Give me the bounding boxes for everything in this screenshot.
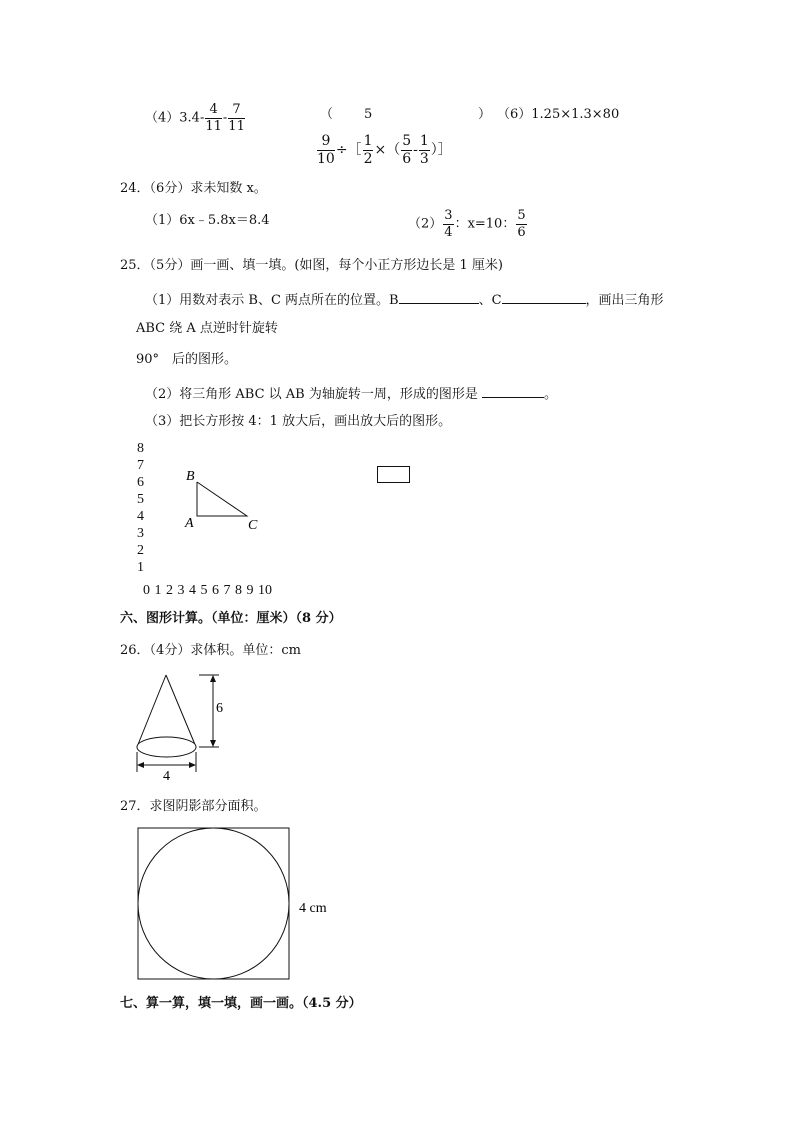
q23-part5-paren-close: ）	[478, 107, 492, 122]
y-tick: 3	[137, 526, 144, 541]
square-circle-figure	[136, 826, 336, 982]
y-tick: 2	[137, 543, 144, 558]
point-c-label: C	[248, 518, 258, 533]
y-tick: 6	[137, 475, 144, 490]
cone-right-side	[166, 675, 196, 747]
cone-height-label: 6	[216, 701, 223, 716]
section-7-title: 七、算一算，填一填，画一画。（4.5 分）	[120, 996, 362, 1011]
q25-part3: （3）把长方形按 4：1 放大后，画出放大后的图形。	[145, 414, 452, 429]
height-arrow-head-top	[210, 675, 216, 682]
diameter-arrow-head-left	[137, 762, 144, 768]
q23-part5-expression	[316, 134, 452, 166]
fraction-7-11: $\frac{7}{11}$	[228, 102, 245, 134]
q23-part5-paren-open: （	[320, 107, 334, 122]
q25-p2-text: （2）将三角形 ABC 以 AB 为轴旋转一周，形成的图形是	[145, 387, 478, 402]
point-b-label: B	[186, 469, 195, 484]
outer-square	[138, 828, 289, 979]
y-tick: 1	[137, 560, 144, 575]
grid-x-axis-ticks: 0 1 2 3 4 5 6 7 8 9 10	[143, 583, 272, 598]
section-6-title: 六、图形计算。（单位：厘米）（8 分）	[120, 611, 342, 626]
q23-part4	[145, 103, 246, 133]
fraction-3-4: $\frac{3}{4}$	[444, 208, 453, 240]
y-tick: 5	[137, 492, 144, 507]
q26-title: 26．（4分）求体积。单位：cm	[120, 643, 301, 658]
side-length-label: 4 cm	[299, 901, 327, 916]
triangle-abc	[197, 482, 247, 516]
close-bracket: ）］	[430, 142, 452, 159]
answer-blank-c[interactable]	[502, 291, 586, 304]
fraction-4-11: $\frac{4}{11}$	[205, 102, 222, 134]
q25-part1-line1	[145, 291, 664, 307]
q25-p2-end: 。	[544, 387, 558, 402]
cone-figure	[125, 668, 240, 783]
fraction-9-10: $\frac{9}{10}$	[317, 133, 335, 167]
q23-part6: （6）1.25×1.3×80	[497, 107, 620, 122]
q24-p2-label: （2）	[408, 216, 443, 232]
q24-part1: （1）6x﹣5.8x＝8.4	[145, 213, 270, 228]
times-paren: ×（	[374, 142, 401, 159]
cone-base	[137, 737, 196, 757]
y-tick: 4	[137, 509, 144, 524]
minus-sign: -	[413, 142, 418, 159]
q24-title: 24．（6分）求未知数 x。	[120, 181, 267, 196]
y-tick: 8	[137, 441, 144, 456]
q24-p2-mid: ：x=10：	[454, 216, 516, 232]
fraction-5-6: $\frac{5}{6}$	[402, 133, 412, 167]
minus-sign: -	[222, 110, 228, 126]
diameter-arrow-head-right	[189, 762, 196, 768]
small-rectangle	[377, 466, 410, 483]
answer-blank-solid[interactable]	[482, 385, 544, 398]
q25-part2	[145, 385, 557, 401]
q25-p1-text-b: 、C	[478, 293, 502, 308]
fraction-5-6: $\frac{5}{6}$	[517, 208, 526, 240]
triangle-abc-figure	[180, 465, 260, 535]
q25-p1-text-c: ，画出三角形	[585, 293, 664, 308]
q23-p4-label: （4）3.4-	[145, 110, 205, 126]
q23-part5-number: 5	[364, 107, 373, 122]
cone-diameter-label: 4	[163, 769, 170, 783]
q25-title: 25．（5分）画一画、填一填。(如图，每个小正方形边长是 1 厘米)	[120, 258, 503, 273]
height-arrow-head-bottom	[210, 740, 216, 747]
q25-p1-text-a: （1）用数对表示 B、C 两点所在的位置。B	[145, 293, 399, 308]
q27-title: 27．求图阴影部分面积。	[120, 799, 267, 814]
divide-bracket: ÷［	[335, 142, 362, 159]
point-a-label: A	[185, 516, 194, 531]
fraction-1-3: $\frac{1}{3}$	[419, 133, 429, 167]
fraction-1-2: $\frac{1}{2}$	[363, 133, 373, 167]
y-tick: 7	[137, 458, 144, 473]
q24-part2	[408, 209, 528, 239]
cone-left-side	[137, 675, 166, 747]
answer-blank-b[interactable]	[399, 291, 479, 304]
q25-part1-line2: ABC 绕 A 点逆时针旋转	[136, 321, 278, 336]
q25-part1-line3: 90° 后的图形。	[136, 352, 238, 367]
